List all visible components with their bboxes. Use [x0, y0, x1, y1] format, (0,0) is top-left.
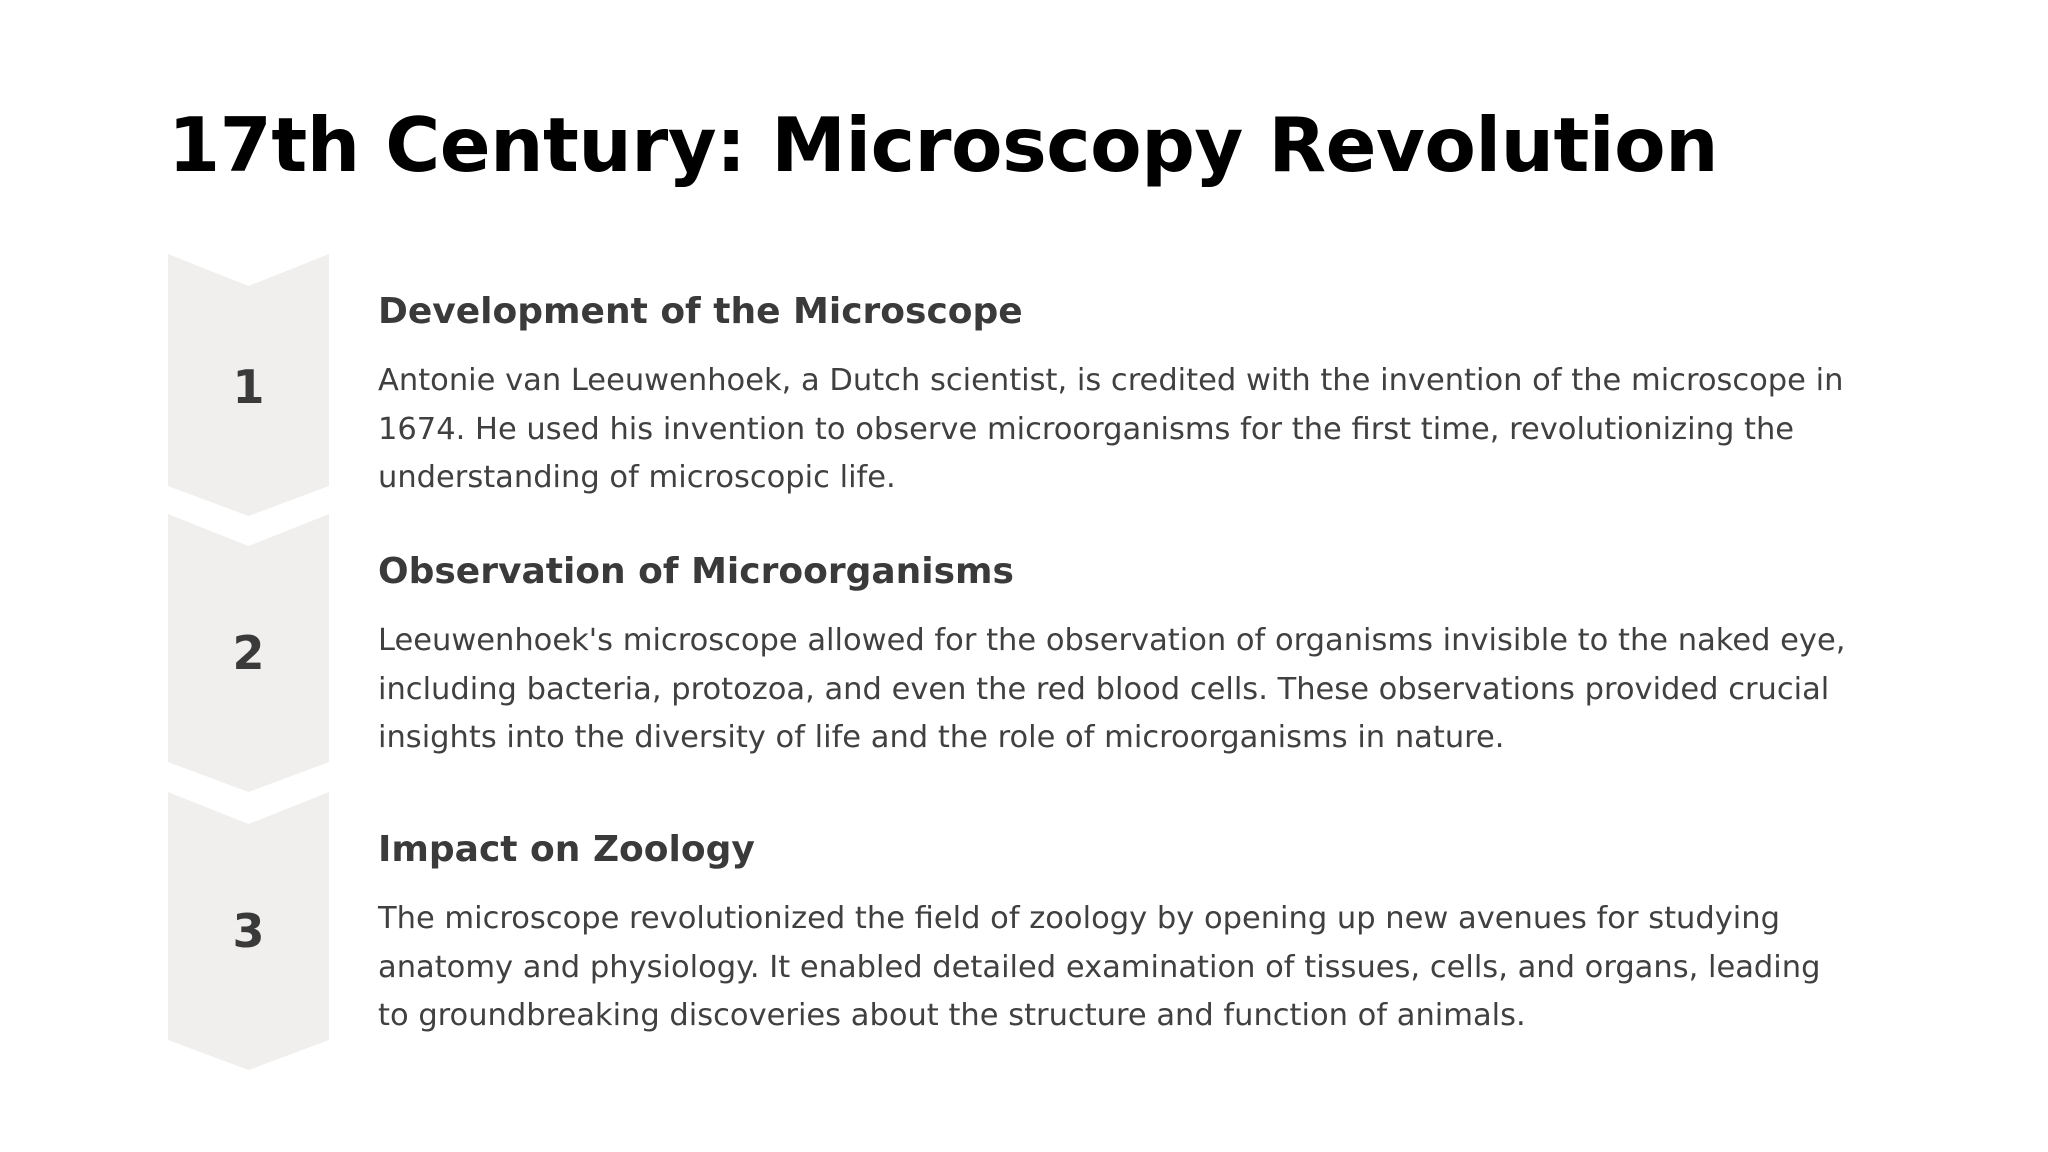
step-number: 1	[232, 360, 265, 414]
step-description: The microscope revolutionized the field of zoology by opening up new avenues for studying anatomy and physiology. It enabled detailed examination of tissues, cells, and organs, leading to groundbreaking discoveries about the structure and function of animals.	[378, 901, 1821, 1034]
step-heading: Impact on Zoology	[378, 829, 755, 870]
step-content	[378, 828, 1848, 1041]
step-description: Antonie van Leeuwenhoek, a Dutch scientist, is credited with the invention of the microscope in 1674. He used his invention to observe microorganisms for the first time, revolutionizing the understanding of microscopic life.	[378, 363, 1844, 496]
timeline-step-1	[168, 254, 1868, 516]
timeline-step-2	[168, 514, 1868, 792]
step-description: Leeuwenhoek's microscope allowed for the observation of organisms invisible to the naked eye, including bacteria, protozoa, and even the red blood cells. These observations provided crucial insights into the diversity of life and the role of microorganisms in nature.	[378, 623, 1846, 756]
step-content	[378, 290, 1848, 503]
step-content	[378, 550, 1848, 763]
step-heading: Observation of Microorganisms	[378, 551, 1014, 592]
page-title: 17th Century: Microscopy Revolution	[168, 101, 1718, 189]
step-heading: Development of the Microscope	[378, 291, 1023, 332]
step-number: 3	[232, 904, 265, 958]
timeline-step-3	[168, 792, 1868, 1070]
step-number: 2	[232, 626, 265, 680]
